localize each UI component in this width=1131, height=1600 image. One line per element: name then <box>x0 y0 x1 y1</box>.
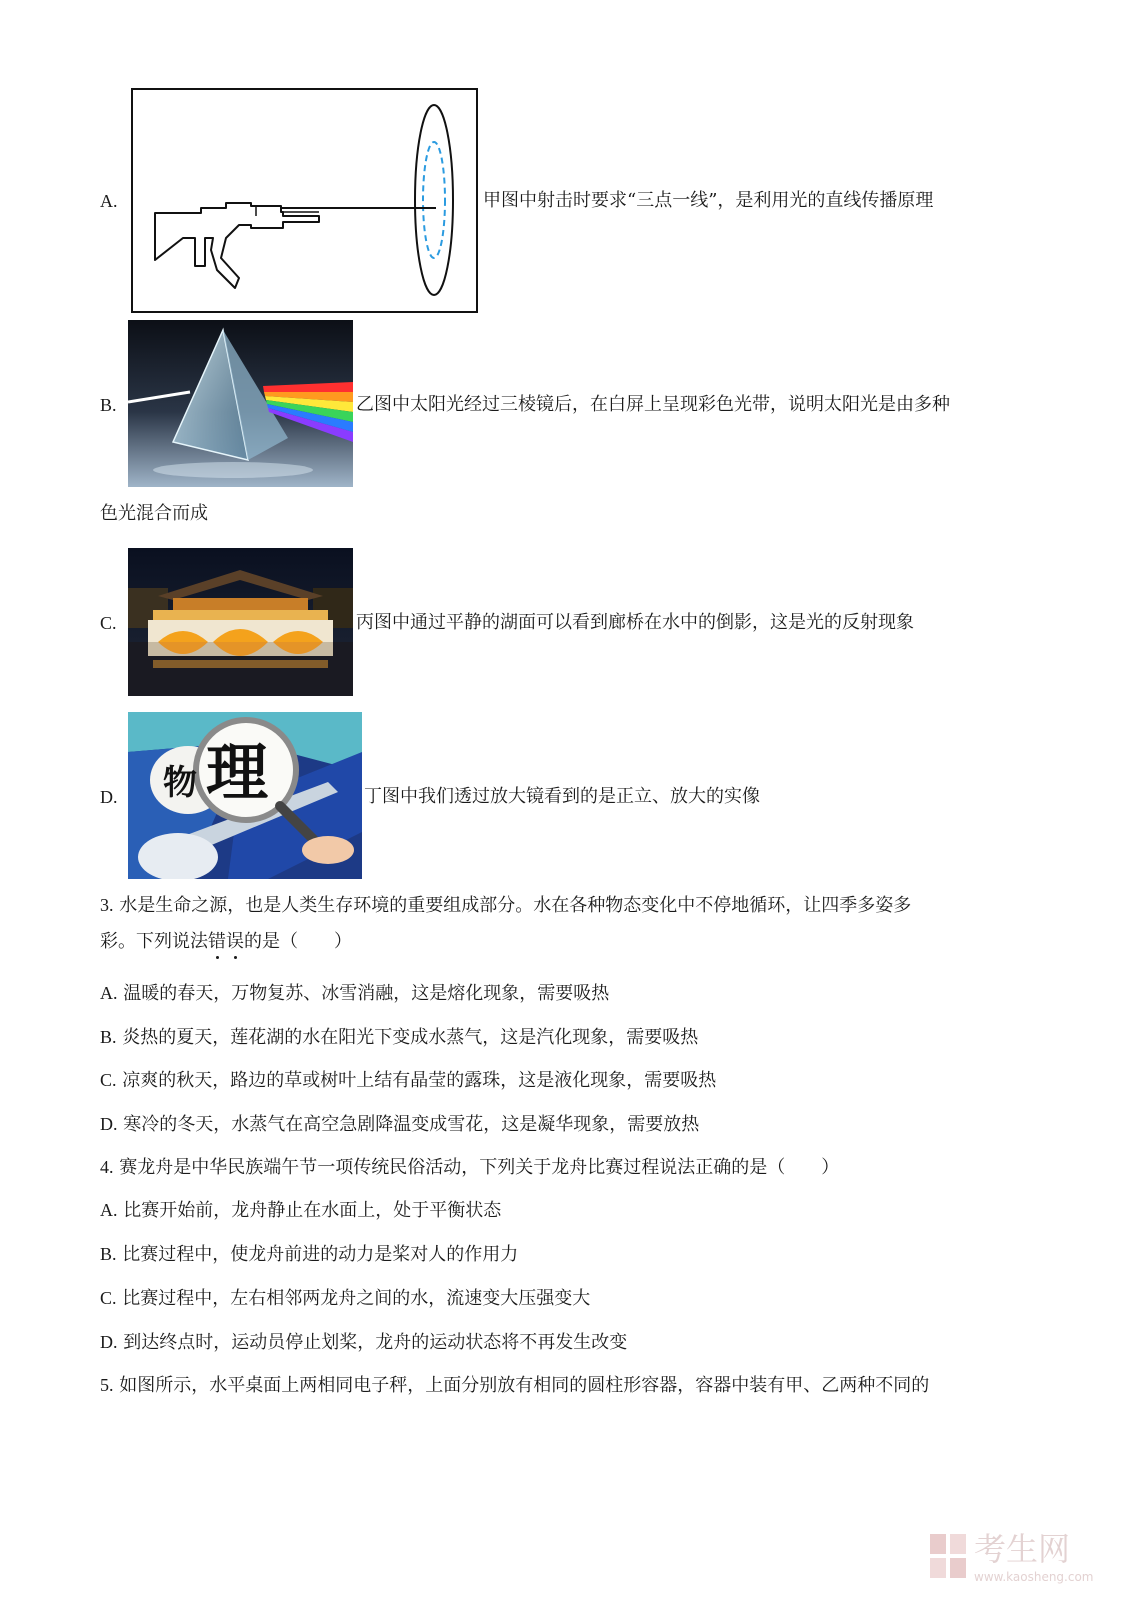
q4-option-b <box>100 1242 518 1267</box>
option-c-text: 丙图中通过平静的湖面可以看到廊桥在水中的倒影，这是光的反射现象 <box>356 612 914 633</box>
q3-stem-pre: 彩。下列说法 <box>100 931 208 952</box>
option-c-letter: C. <box>100 613 117 633</box>
q4-option-a-letter: A. <box>100 1200 118 1220</box>
magnifier-char-left: 物 <box>163 763 197 803</box>
q3-stem-line2 <box>100 930 352 954</box>
q4-option-d-letter: D. <box>100 1332 118 1352</box>
q4-option-b-letter: B. <box>100 1244 117 1264</box>
q3-option-a <box>100 981 609 1006</box>
q3-option-d-letter: D. <box>100 1114 118 1134</box>
q4-option-b-text: 比赛过程中，使龙舟前进的动力是桨对人的作用力 <box>122 1244 519 1265</box>
watermark-en: www.kaosheng.com <box>974 1570 1094 1584</box>
q5-number: 5. <box>100 1375 114 1395</box>
q3-option-c <box>100 1068 716 1093</box>
watermark <box>928 1530 1128 1594</box>
q3-stem-post: 的是（ ） <box>244 931 352 952</box>
q3-emphasis-2: 误 <box>226 931 244 952</box>
option-a-text: 甲图中射击时要求“三点一线”，是利用光的直线传播原理 <box>483 190 934 211</box>
q4-option-c-text: 比赛过程中，左右相邻两龙舟之间的水，流速变大压强变大 <box>122 1288 591 1309</box>
option-d-letter: D. <box>100 787 118 807</box>
q3-option-d <box>100 1112 699 1137</box>
q3-stem-line1 <box>100 893 911 918</box>
q4-stem <box>100 1155 839 1180</box>
option-b-text-continued: 色光混合而成 <box>100 503 208 524</box>
option-b-letter: B. <box>100 395 117 415</box>
q5-stem-text: 如图所示，水平桌面上两相同电子秤，上面分别放有相同的圆柱形容器，容器中装有甲、乙两种不同的 <box>119 1375 930 1396</box>
q3-option-c-text: 凉爽的秋天，路边的草或树叶上结有晶莹的露珠，这是液化现象，需要吸热 <box>122 1070 717 1091</box>
q4-number: 4. <box>100 1157 114 1177</box>
magnifier-photo <box>128 712 362 879</box>
q4-option-a-text: 比赛开始前，龙舟静止在水面上，处于平衡状态 <box>123 1200 502 1221</box>
q3-number: 3. <box>100 895 114 915</box>
q4-option-d <box>100 1330 627 1355</box>
bridge-reflection-photo <box>128 548 353 696</box>
q3-option-a-text: 温暖的春天，万物复苏、冰雪消融，这是熔化现象，需要吸热 <box>123 983 610 1004</box>
q3-option-b-text: 炎热的夏天，莲花湖的水在阳光下变成水蒸气，这是汽化现象，需要吸热 <box>122 1027 699 1048</box>
q3-option-a-letter: A. <box>100 983 118 1003</box>
q3-option-b <box>100 1025 698 1050</box>
rifle-target-diagram <box>131 88 479 314</box>
q4-option-a <box>100 1198 501 1223</box>
option-a-letter: A. <box>100 191 118 211</box>
q3-option-b-letter: B. <box>100 1027 117 1047</box>
q3-option-c-letter: C. <box>100 1070 117 1090</box>
magnifier-char-center: 理 <box>206 736 269 809</box>
option-d-text: 丁图中我们透过放大镜看到的是正立、放大的实像 <box>364 786 760 807</box>
watermark-cn: 考生网 <box>974 1530 1071 1568</box>
q4-option-c <box>100 1286 590 1311</box>
q4-option-c-letter: C. <box>100 1288 117 1308</box>
option-b-text: 乙图中太阳光经过三棱镜后，在白屏上呈现彩色光带，说明太阳光是由多种 <box>356 394 950 415</box>
q3-option-d-text: 寒冷的冬天，水蒸气在高空急剧降温变成雪花，这是凝华现象，需要放热 <box>123 1114 700 1135</box>
q4-option-d-text: 到达终点时，运动员停止划桨，龙舟的运动状态将不再发生改变 <box>123 1332 628 1353</box>
q3-emphasis-1: 错 <box>208 931 226 952</box>
q3-stem-text: 水是生命之源，也是人类生存环境的重要组成部分。水在各种物态变化中不停地循环，让四季多姿多 <box>119 895 912 916</box>
watermark-logo-icon <box>928 1532 970 1580</box>
q4-stem-text: 赛龙舟是中华民族端午节一项传统民俗活动，下列关于龙舟比赛过程说法正确的是（ ） <box>119 1157 840 1178</box>
prism-photo <box>128 320 353 487</box>
q5-stem <box>100 1373 929 1398</box>
